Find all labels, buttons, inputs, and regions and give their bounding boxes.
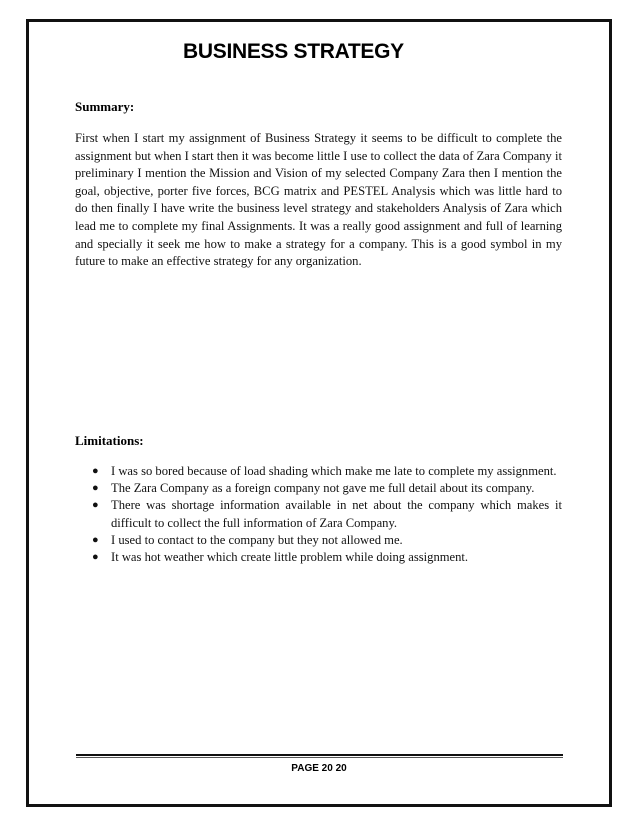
list-item — [75, 532, 562, 549]
list-item-text: The Zara Company as a foreign company not gave me full detail about its company. — [111, 481, 535, 496]
footer-divider-thin — [76, 757, 563, 758]
footer-divider — [76, 754, 563, 756]
bullet-icon: ● — [92, 533, 99, 546]
summary-paragraph: First when I start my assignment of Business Strategy it seems to be difficult to complete the assignment but when I start then it was become little I use to collect the data of Zara Company it preliminary I mention the Mission and Vision of my selected Company Zara then I mention the goal, objective, porter five forces, BCG matrix and PESTEL Analysis which was little hard to do then finally I have write the business level strategy and stakeholders Analysis of Zara which lead me to complete my final Assignments. It was a really good assignment and full of learning and specially it seek me how to make a strategy for a company. This is a good symbol in my future to make an effective strategy for any organization. — [75, 131, 562, 269]
page-number: PAGE 20 20 — [291, 763, 347, 774]
bullet-icon: ● — [92, 551, 99, 564]
bullet-icon: ● — [92, 465, 99, 477]
list-item-text: I used to contact to the company but they not allowed me. — [111, 532, 403, 547]
list-item-text: There was shortage information available in net about the company which makes it difficult to collect the full information of Zara Company. — [111, 498, 562, 530]
list-item — [75, 480, 562, 497]
limitations-list — [75, 463, 562, 566]
bullet-icon: ● — [92, 482, 99, 495]
list-item-text: It was hot weather which create little problem while doing assignment. — [111, 550, 469, 565]
list-item — [75, 463, 562, 480]
summary-heading: Summary: — [75, 99, 135, 114]
list-item-text: I was so bored because of load shading which make me late to complete my assignment. — [111, 464, 557, 478]
list-item — [75, 549, 562, 566]
list-item — [75, 497, 562, 531]
limitations-heading: Limitations: — [75, 433, 144, 448]
bullet-icon: ● — [92, 499, 99, 512]
document-title: BUSINESS STRATEGY — [183, 40, 404, 63]
